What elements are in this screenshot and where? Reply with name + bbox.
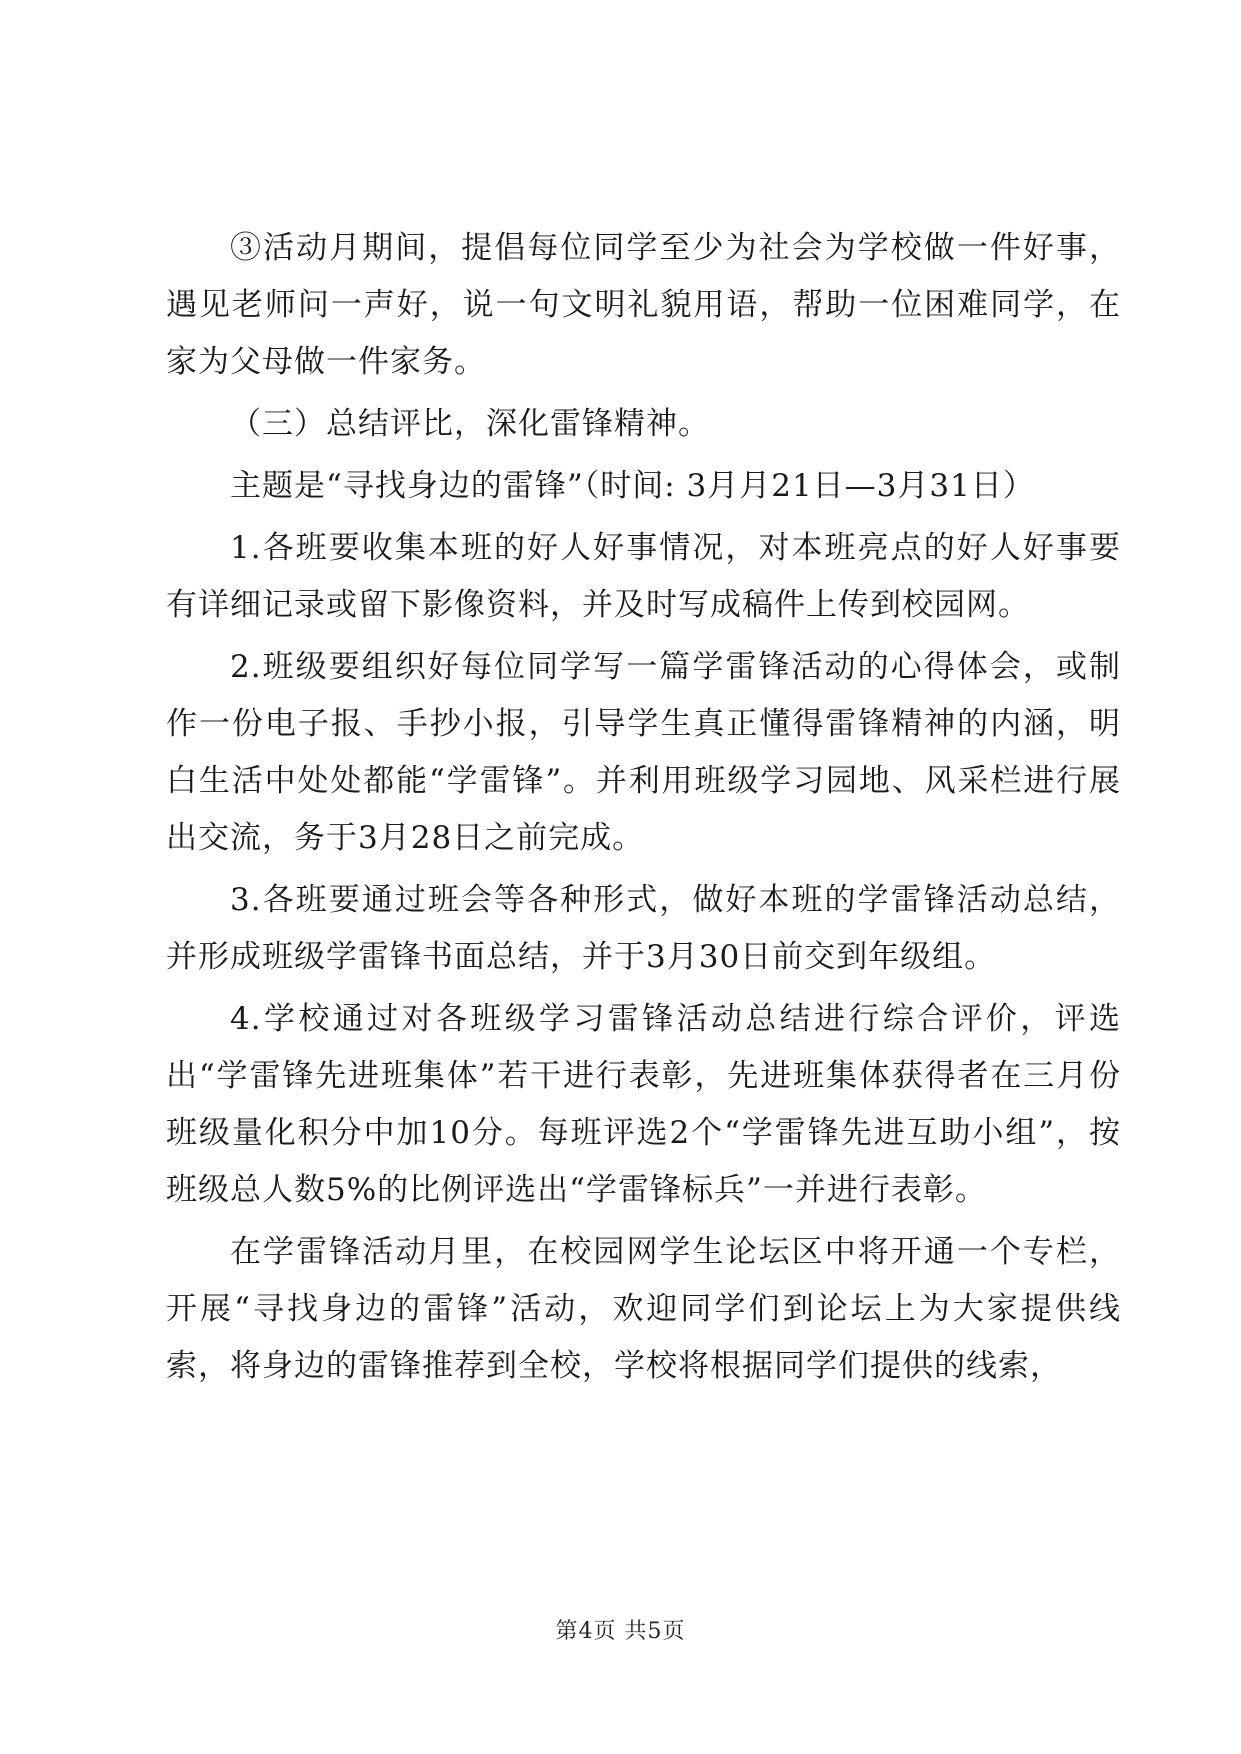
document-body <box>166 220 1121 1400</box>
paragraph-item-4: 4.学校通过对各班级学习雷锋活动总结进行综合评价，评选出“学雷锋先进班集体”若干进行表彰，先进班集体获得者在三月份班级量化积分中加10分。每班评选2个“学雷锋先进互助小组”，按班级总人数5%的比例评选出“学雷锋标兵”一并进行表彰。 <box>166 1001 1121 1208</box>
paragraph-forum: 在学雷锋活动月里，在校园网学生论坛区中将开通一个专栏，开展“寻找身边的雷锋”活动，欢迎同学们到论坛上为大家提供线索，将身边的雷锋推荐到全校，学校将根据同学们提供的线索， <box>166 1234 1121 1384</box>
section-heading-summary: （三）总结评比，深化雷锋精神。 <box>230 406 710 442</box>
paragraph-good-deeds: ③活动月期间，提倡每位同学至少为社会为学校做一件好事，遇见老师问一声好，说一句文明礼貌用语，帮助一位困难同学，在家为父母做一件家务。 <box>166 230 1121 380</box>
page-number: 第4页 共5页 <box>555 1619 686 1644</box>
paragraph-item-2: 2.班级要组织好每位同学写一篇学雷锋活动的心得体会，或制作一份电子报、手抄小报，引导学生真正懂得雷锋精神的内涵，明白生活中处处都能“学雷锋”。并利用班级学习园地、风采栏进行展出交流，务于3月28日之前完成。 <box>166 649 1121 856</box>
paragraph-theme: 主题是“寻找身边的雷锋”（时间: 3月月21日—3月31日） <box>230 468 1035 504</box>
paragraph-item-3: 3.各班要通过班会等各种形式，做好本班的学雷锋活动总结，并形成班级学雷锋书面总结，并于3月30日前交到年级组。 <box>166 882 1121 975</box>
paragraph-item-1: 1.各班要收集本班的好人好事情况，对本班亮点的好人好事要有详细记录或留下影像资料，并及时写成稿件上传到校园网。 <box>166 530 1121 623</box>
